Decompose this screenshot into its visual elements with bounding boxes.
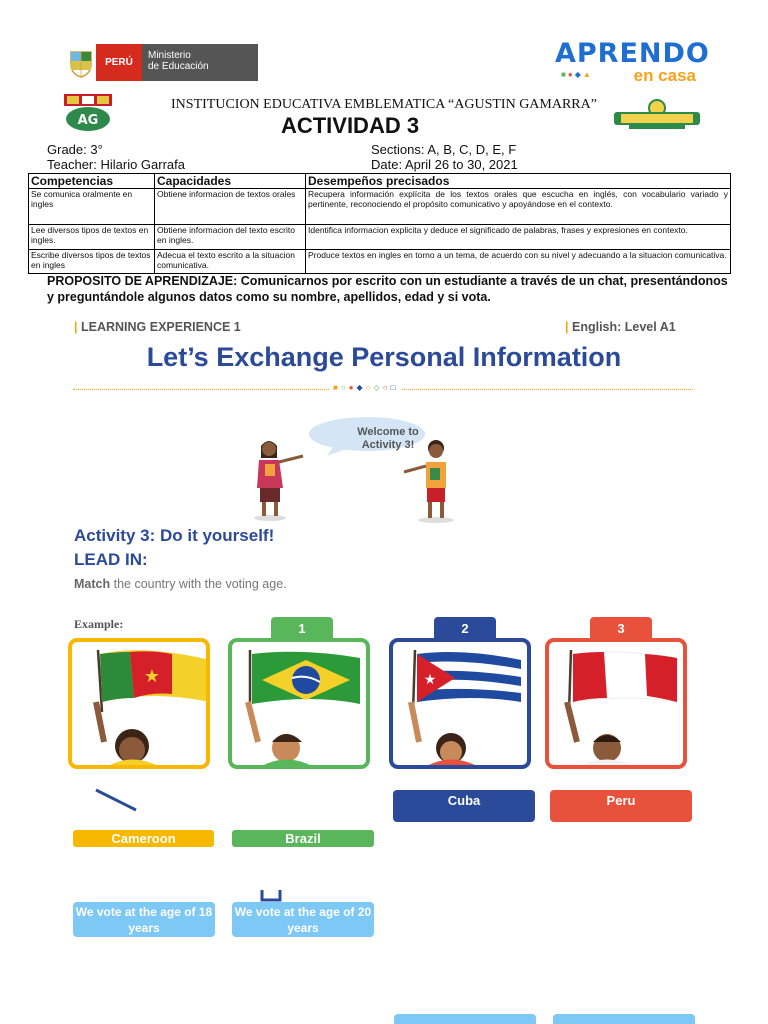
vote-age-box: We vote at the age of 18 years xyxy=(73,902,215,937)
table-cell: Adecua el texto escrito a la situacion comunicativa. xyxy=(155,250,306,274)
number-tab: 1 xyxy=(271,617,333,639)
table-cell: Se comunica oralmente en ingles xyxy=(29,189,155,225)
match-instruction: Match the country with the voting age. xyxy=(74,577,287,591)
lesson-title: Let’s Exchange Personal Information xyxy=(146,342,622,372)
welcome-bubble-text: Welcome to Activity 3! xyxy=(357,426,419,451)
table-row xyxy=(29,225,731,250)
cuba-flag-icon xyxy=(393,642,527,765)
vote-age-box-partial xyxy=(394,1014,536,1024)
table-cell: Lee diversos tipos de textos en ingles. xyxy=(29,225,155,250)
flag-card-peru xyxy=(545,638,687,769)
girl-character-icon xyxy=(245,436,307,522)
table-cell: Recupera información explícita de los textos orales que escucha en inglés, con vocabulario variado y pertinente, reconociendo el propósito comunicativo y apoyándose en el contexto. xyxy=(306,189,731,225)
table-cell: Obtiene informacion de textos orales xyxy=(155,189,306,225)
brazil-flag-icon xyxy=(232,642,366,765)
boy-character-icon xyxy=(400,436,462,524)
flag-card-brazil xyxy=(228,638,370,769)
svg-text:★: ★ xyxy=(423,672,437,688)
ministerio-label: Ministerio de Educación xyxy=(142,44,258,81)
table-header-cell: Competencias xyxy=(29,174,155,189)
sections-label: Sections: A, B, C, D, E, F xyxy=(371,142,517,157)
table-cell: Obtiene informacion del texto escrito en ingles. xyxy=(155,225,306,250)
english-level-label: | English: Level A1 xyxy=(565,320,676,334)
match-line-icon xyxy=(92,786,140,814)
table-header-cell: Capacidades xyxy=(155,174,306,189)
country-label-brazil: Brazil xyxy=(232,830,374,847)
proposito-text: PROPOSITO DE APRENDIZAJE: Comunicarnos por escrito con un estudiante a través de un chat, presentándonos y preguntándole algunos datos como su nombre, apellidos, edad y si vota. xyxy=(47,274,728,304)
peru-label: PERÚ xyxy=(96,44,142,81)
activity-title: ACTIVIDAD 3 xyxy=(280,113,420,138)
cameroon-flag-icon xyxy=(72,642,206,765)
svg-text:★: ★ xyxy=(143,666,161,687)
learning-experience-label: | LEARNING EXPERIENCE 1 xyxy=(74,320,241,334)
flag-card-cuba xyxy=(389,638,531,769)
table-cell: Escribe diversos tipos de textos en ingles xyxy=(29,250,155,274)
number-tab: 2 xyxy=(434,617,496,639)
table-cell: Identifica informacion explicita y deduce el significado de palabras, frases y expresiones en contexto. xyxy=(306,225,731,250)
shapes-divider-icon: ■○●◆○◇○□ xyxy=(329,383,402,392)
vote-age-box: We vote at the age of 20 years xyxy=(232,902,374,937)
country-label-cameroon: Cameroon xyxy=(73,830,214,847)
number-tab: 3 xyxy=(590,617,652,639)
ministerio-logo xyxy=(66,44,258,81)
vote-age-box-partial xyxy=(553,1014,695,1024)
en-casa-text: en casa xyxy=(633,66,696,85)
table-cell: Produce textos en ingles en torno a un tema, de acuerdo con su nivel y adecuando a la situacion comunicativa. xyxy=(306,250,731,274)
country-label-peru: Peru xyxy=(550,790,692,822)
country-label-cuba: Cuba xyxy=(393,790,535,822)
example-label: Example: xyxy=(74,617,124,631)
lead-in-heading: LEAD IN: xyxy=(74,550,148,569)
table-header-row xyxy=(29,174,731,189)
institution-name: INSTITUCION EDUCATIVA EMBLEMATICA “AGUSTIN GAMARRA” xyxy=(171,97,597,112)
grade-label: Grade: 3° xyxy=(47,142,103,157)
aprendo-text: APRENDO xyxy=(555,38,710,69)
activity-heading: Activity 3: Do it yourself! xyxy=(74,526,275,545)
table-row xyxy=(29,250,731,274)
aprendo-en-casa-logo xyxy=(555,38,710,86)
table-row xyxy=(29,189,731,225)
peru-shield-icon xyxy=(66,44,96,81)
peru-flag-icon xyxy=(549,642,683,765)
flag-card-cameroon xyxy=(68,638,210,769)
competencias-table xyxy=(28,173,731,274)
teacher-label: Teacher: Hilario Garrafa xyxy=(47,157,185,172)
date-label: Date: April 26 to 30, 2021 xyxy=(371,157,518,172)
table-header-cell: Desempeños precisados xyxy=(306,174,731,189)
svg-text:AG: AG xyxy=(77,113,99,128)
shapes-decoration-icon: ■●◆▲ xyxy=(561,70,593,79)
